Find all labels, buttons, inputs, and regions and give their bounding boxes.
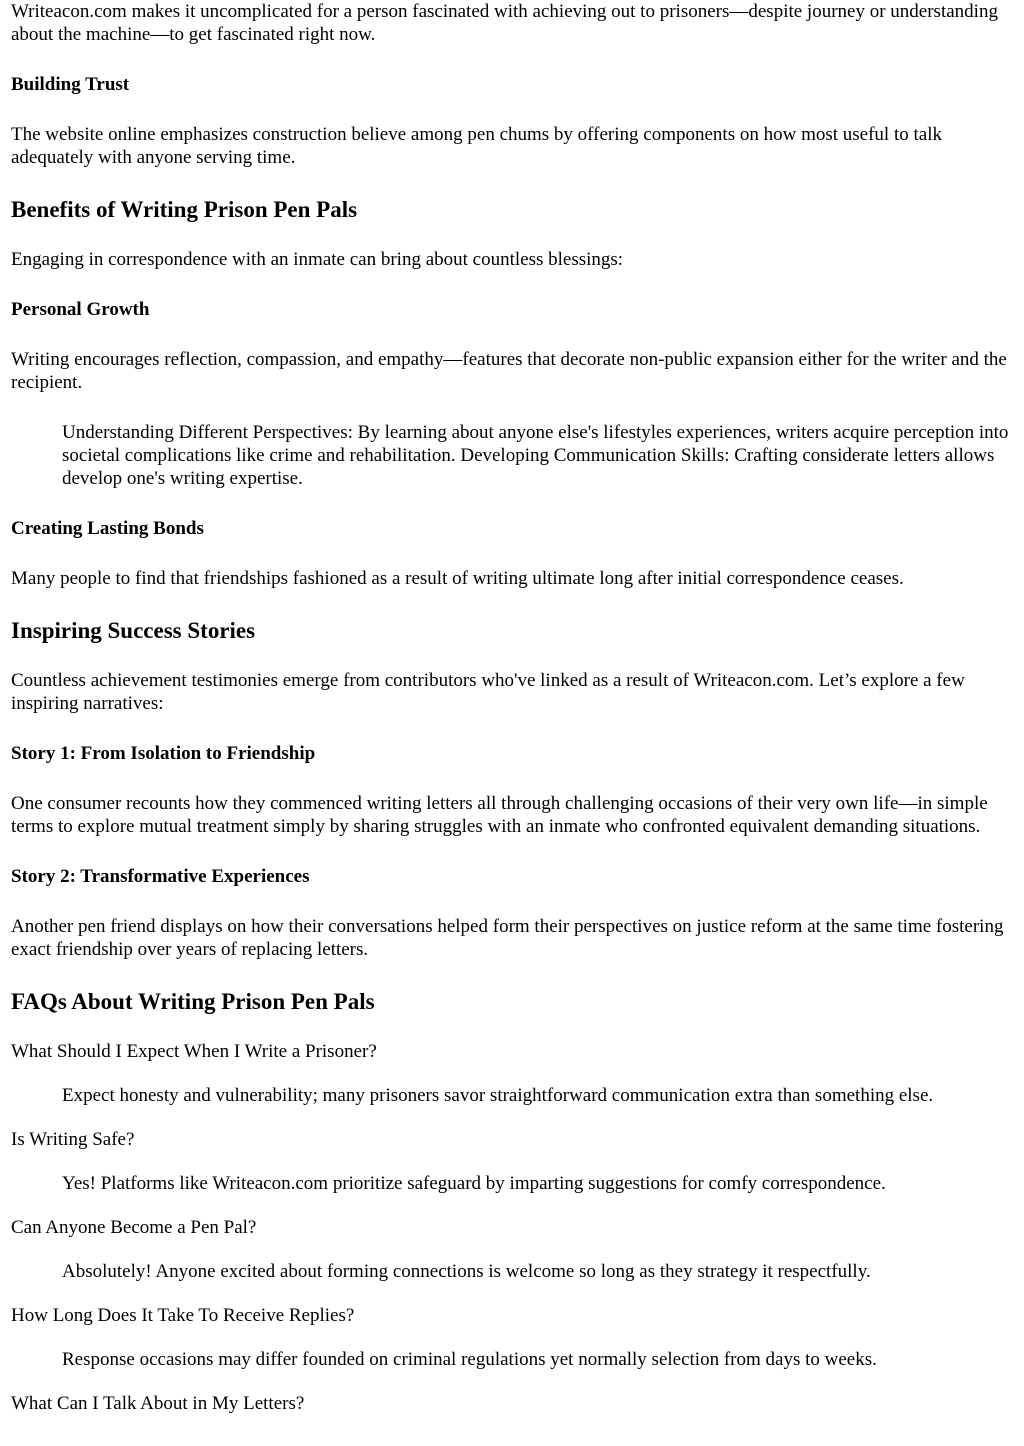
personal-growth-quote: Understanding Different Perspectives: By learning about anyone else's lifestyles experiences, writers acquire perception into societal complications like crime and rehabilitation. Developing Communication Skills: Crafting considerate letters allows develop one's writing expertise. (62, 422, 1009, 489)
story-2-heading: Story 2: Transformative Experiences (11, 866, 310, 887)
faq-question: What Can I Talk About in My Letters? (11, 1393, 305, 1414)
faq-answer: Absolutely! Anyone excited about forming connections is welcome so long as they strategy it respectfully. (62, 1261, 871, 1282)
lasting-bonds-paragraph: Many people to find that friendships fashioned as a result of writing ultimate long after initial correspondence ceases. (11, 568, 904, 589)
building-trust-paragraph: The website online emphasizes construction believe among pen chums by offering components on how most useful to talk adequately with anyone serving time. (11, 124, 942, 168)
faqs-heading: FAQs About Writing Prison Pen Pals (11, 989, 375, 1014)
story-1-heading: Story 1: From Isolation to Friendship (11, 743, 316, 764)
faq-question: How Long Does It Take To Receive Replies? (11, 1305, 355, 1326)
faq-answer: Expect honesty and vulnerability; many prisoners savor straightforward communication extra than something else. (62, 1085, 934, 1106)
faq-question: What Should I Expect When I Write a Prisoner? (11, 1041, 377, 1062)
faq-list (11, 1040, 1013, 1415)
success-stories-heading: Inspiring Success Stories (11, 618, 256, 643)
lasting-bonds-heading: Creating Lasting Bonds (11, 518, 204, 539)
benefits-heading: Benefits of Writing Prison Pen Pals (11, 197, 358, 222)
faq-answer: Yes! Platforms like Writeacon.com prioritize safeguard by imparting suggestions for comfy correspondence. (62, 1173, 886, 1194)
intro-paragraph: Writeacon.com makes it uncomplicated for a person fascinated with achieving out to prisoners—despite journey or understanding about the machine—to get fascinated right now. (11, 1, 998, 45)
story-1-paragraph: One consumer recounts how they commenced writing letters all through challenging occasions of their very own life—in simple terms to explore mutual treatment simply by sharing struggles with an inmate who confronted equivalent demanding situations. (11, 793, 988, 837)
personal-growth-paragraph: Writing encourages reflection, compassion, and empathy—features that decorate non-public expansion either for the writer and the recipient. (11, 349, 1007, 393)
building-trust-heading: Building Trust (11, 74, 130, 95)
success-stories-paragraph: Countless achievement testimonies emerge from contributors who've linked as a result of Writeacon.com. Let’s explore a few inspiring narratives: (11, 670, 965, 714)
faq-question: Is Writing Safe? (11, 1129, 135, 1150)
faq-answer: Response occasions may differ founded on criminal regulations yet normally selection from days to weeks. (62, 1349, 877, 1370)
personal-growth-heading: Personal Growth (11, 299, 150, 320)
faq-question: Can Anyone Become a Pen Pal? (11, 1217, 257, 1238)
benefits-paragraph: Engaging in correspondence with an inmate can bring about countless blessings: (11, 249, 624, 270)
story-2-paragraph: Another pen friend displays on how their conversations helped form their perspectives on justice reform at the same time fostering exact friendship over years of replacing letters. (11, 916, 1004, 960)
